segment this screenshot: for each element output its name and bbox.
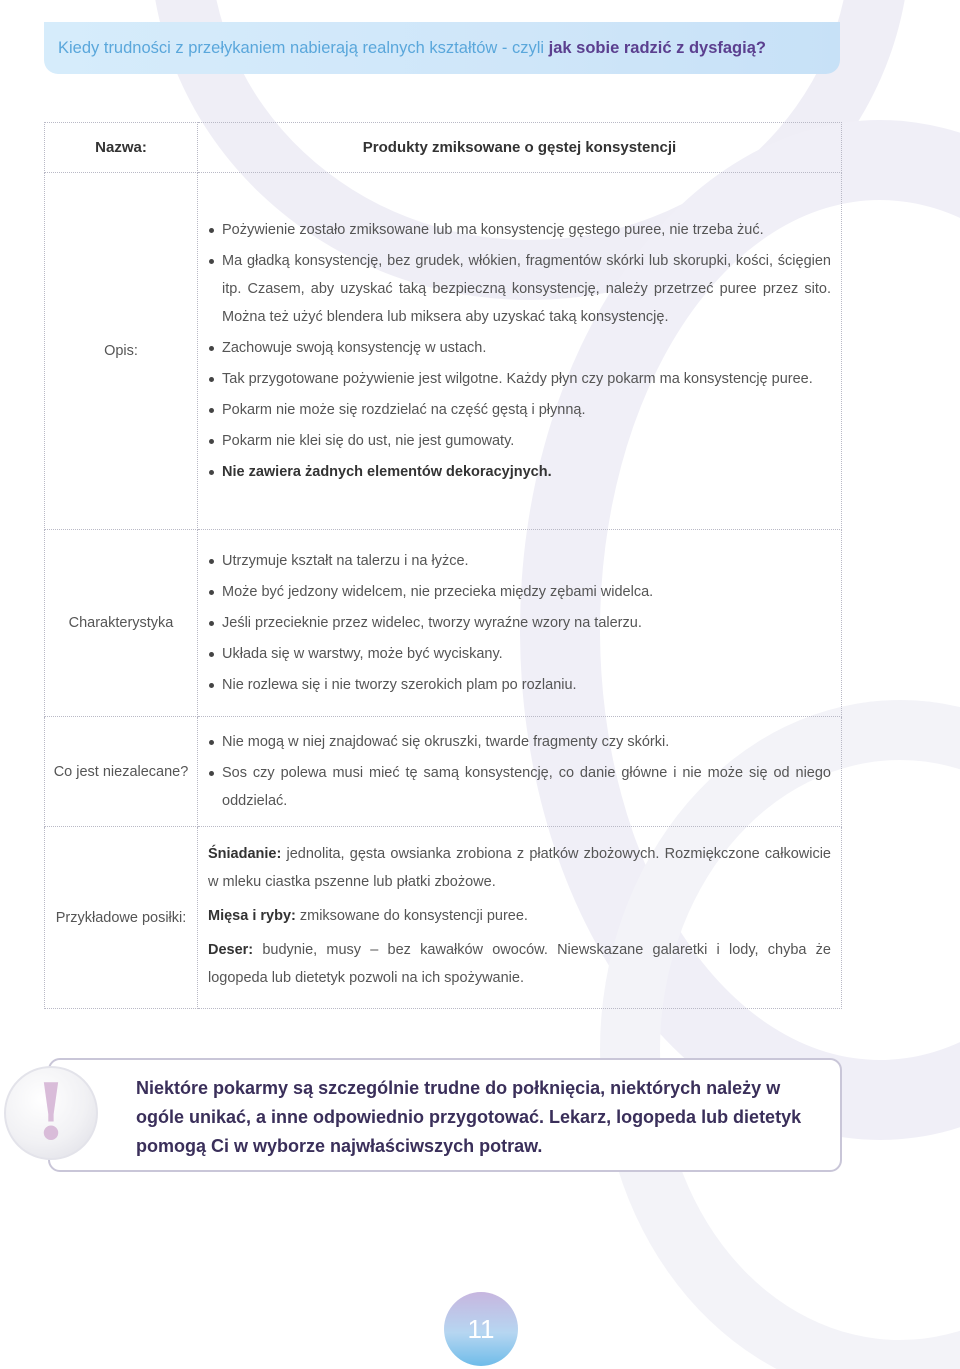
meal-dessert xyxy=(208,936,831,992)
warning-note xyxy=(48,1058,842,1172)
list-item: Sos czy polewa musi mieć tę samą konsystencję, co danie główne i nie może się od niego oddzielać. xyxy=(208,759,831,815)
list-item: Nie mogą w niej znajdować się okruszki, twarde fragmenty czy skórki. xyxy=(208,728,831,756)
name-label: Nazwa: xyxy=(45,123,198,173)
name-value: Produkty zmiksowane o gęstej konsystencji xyxy=(198,123,842,173)
meal-title: Śniadanie: xyxy=(208,845,282,862)
exclamation-icon: ! xyxy=(4,1066,98,1160)
product-table xyxy=(44,122,842,1009)
meal-text: jednolita, gęsta owsianka zrobiona z płatków zbożowych. Rozmiękczone całkowicie w mleku ciastka pszenne lub płatki zbożowe. xyxy=(208,845,831,890)
list-item: Ma gładką konsystencję, bez grudek, włókien, fragmentów skórki lub skorupki, kości, ścięgien itp. Czasem, aby uzyskać taką bezpieczną konsystencję, należy przetrzeć puree przez sito. Można też użyć blendera lub miksera aby uzyskać taką konsystencję. xyxy=(208,247,831,331)
meal-title: Deser: xyxy=(208,941,254,958)
list-item: Tak przygotowane pożywienie jest wilgotne. Każdy płyn czy pokarm ma konsystencję puree. xyxy=(208,365,831,393)
meal-breakfast xyxy=(208,840,831,896)
characteristics-label: Charakterystyka xyxy=(45,530,198,717)
meals-content xyxy=(198,827,842,1009)
list-item: Pokarm nie klei się do ust, nie jest gumowaty. xyxy=(208,427,831,455)
not-recommended-list xyxy=(208,728,831,815)
list-item: Pożywienie zostało zmiksowane lub ma konsystencję gęstego puree, nie trzeba żuć. xyxy=(208,216,831,244)
characteristics-content xyxy=(198,530,842,717)
table-row xyxy=(45,827,842,1009)
meal-text: budynie, musy – bez kawałków owoców. Niewskazane galaretki i lody, chyba że logopeda lub dietetyk pozwoli na ich spożywanie. xyxy=(208,941,831,986)
table-row xyxy=(45,530,842,717)
header-prefix: Kiedy trudności z przełykaniem nabierają realnych kształtów - czyli xyxy=(58,38,545,57)
meal-text: zmiksowane do konsystencji puree. xyxy=(295,907,528,924)
page-number: 11 xyxy=(444,1292,518,1366)
table-row xyxy=(45,717,842,827)
list-item: Może być jedzony widelcem, nie przecieka między zębami widelca. xyxy=(208,578,831,606)
opis-content xyxy=(198,173,842,530)
list-item: Pokarm nie może się rozdzielać na część gęstą i płynną. xyxy=(208,396,831,424)
meals-label: Przykładowe posiłki: xyxy=(45,827,198,1009)
note-text: Niektóre pokarmy są szczególnie trudne do połknięcia, niektórych należy w ogóle unikać, a inne odpowiednio przygotować. Lekarz, logopeda lub dietetyk pomogą Ci w wyborze najwłaściwszych potraw. xyxy=(136,1078,802,1156)
meal-meat-fish xyxy=(208,902,831,930)
table-row xyxy=(45,173,842,530)
list-item: Jeśli przecieknie przez widelec, tworzy wyraźne wzory na talerzu. xyxy=(208,609,831,637)
meal-title: Mięsa i ryby: xyxy=(208,907,296,924)
list-item: Nie zawiera żadnych elementów dekoracyjnych. xyxy=(208,458,831,486)
header-bold: jak sobie radzić z dysfagią? xyxy=(548,38,766,57)
opis-list xyxy=(208,216,831,486)
page-header xyxy=(44,22,840,74)
list-item: Utrzymuje kształt na talerzu i na łyżce. xyxy=(208,547,831,575)
not-recommended-label: Co jest niezalecane? xyxy=(45,717,198,827)
characteristics-list xyxy=(208,547,831,699)
not-recommended-content xyxy=(198,717,842,827)
list-item: Układa się w warstwy, może być wyciskany. xyxy=(208,640,831,668)
table-row xyxy=(45,123,842,173)
opis-label: Opis: xyxy=(45,173,198,530)
list-item: Nie rozlewa się i nie tworzy szerokich plam po rozlaniu. xyxy=(208,671,831,699)
list-item: Zachowuje swoją konsystencję w ustach. xyxy=(208,334,831,362)
